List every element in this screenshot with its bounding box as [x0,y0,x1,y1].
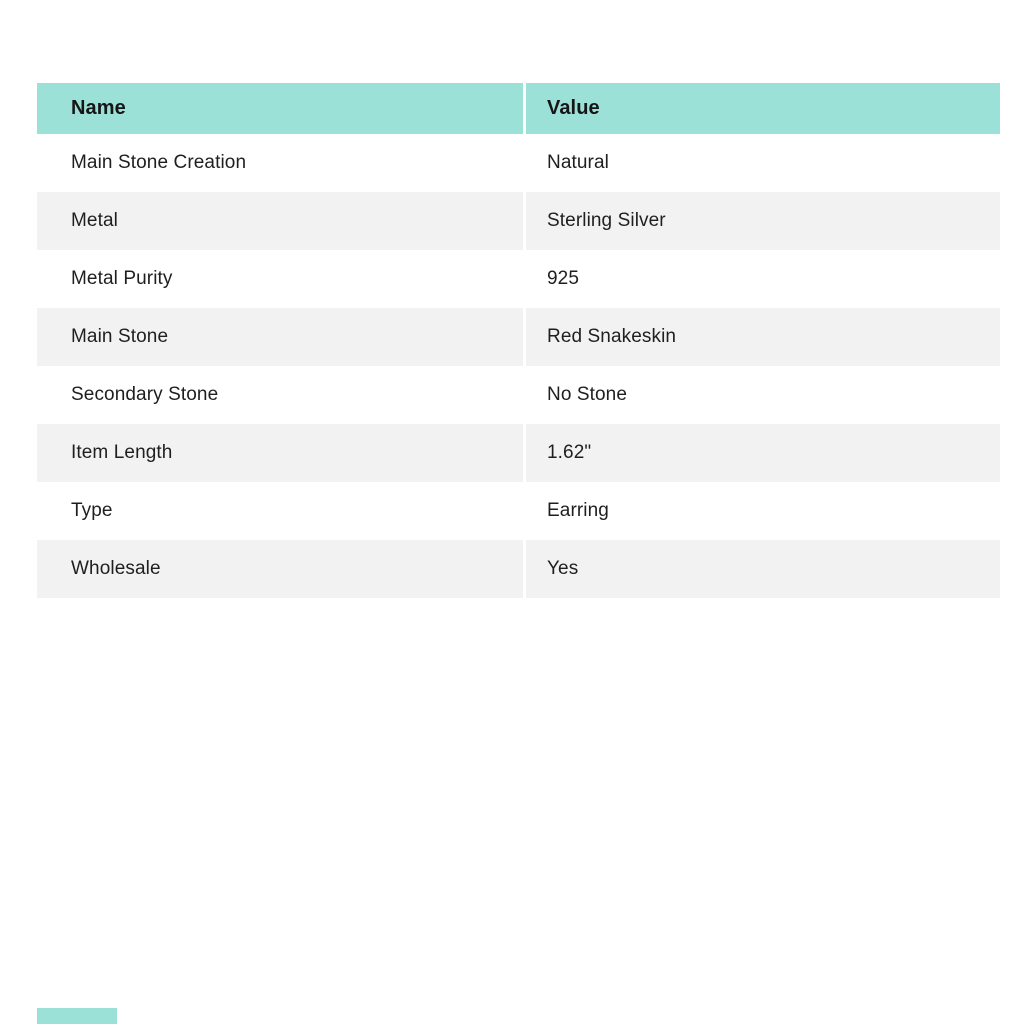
partial-next-table-header [37,1008,117,1024]
row-value-cell: Earring [526,482,1000,540]
row-value-cell: Sterling Silver [526,192,1000,250]
row-value-cell: Yes [526,540,1000,598]
header-cell-name: Name [37,83,523,134]
table-row [37,482,1000,540]
table-header-row [37,83,1000,134]
row-name-cell: Main Stone Creation [37,134,523,192]
row-value-cell: Red Snakeskin [526,308,1000,366]
row-value-cell: No Stone [526,366,1000,424]
row-name-cell: Wholesale [37,540,523,598]
table-row [37,424,1000,482]
row-name-cell: Metal [37,192,523,250]
row-value-cell: Natural [526,134,1000,192]
table-row [37,250,1000,308]
table-row [37,134,1000,192]
item-specifics-table [37,83,1000,598]
table-row [37,192,1000,250]
table-row [37,308,1000,366]
table-row [37,540,1000,598]
row-name-cell: Type [37,482,523,540]
row-value-cell: 1.62" [526,424,1000,482]
row-name-cell: Item Length [37,424,523,482]
table-body [37,134,1000,598]
row-name-cell: Main Stone [37,308,523,366]
row-name-cell: Metal Purity [37,250,523,308]
table-row [37,366,1000,424]
header-cell-value: Value [526,83,1000,134]
row-value-cell: 925 [526,250,1000,308]
row-name-cell: Secondary Stone [37,366,523,424]
